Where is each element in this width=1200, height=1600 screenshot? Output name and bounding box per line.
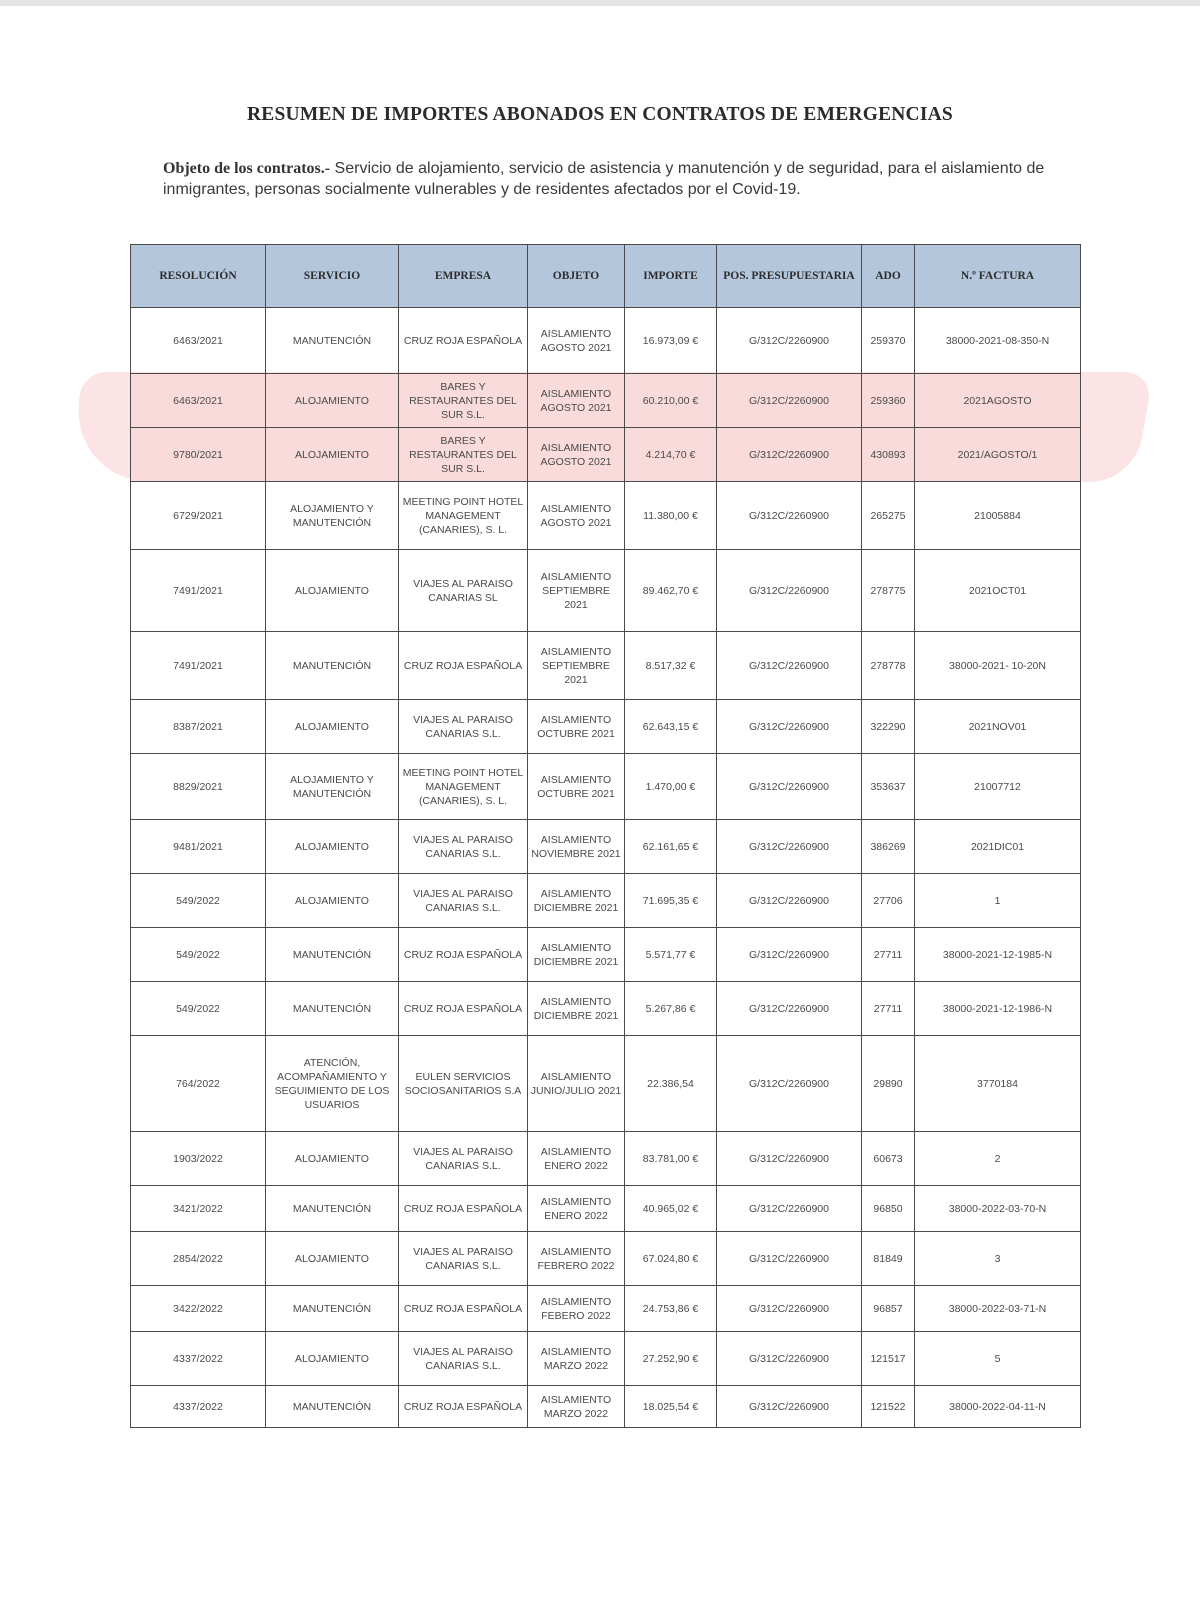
cell-objeto: AISLAMIENTO AGOSTO 2021 [528,482,625,550]
cell-resolucion: 7491/2021 [131,632,266,700]
table-row [131,482,1081,550]
cell-servicio: MANUTENCIÓN [266,928,399,982]
cell-resolucion: 2854/2022 [131,1232,266,1286]
header-pos-presupuestaria: POS. PRESUPUESTARIA [717,245,862,308]
cell-objeto: AISLAMIENTO DICIEMBRE 2021 [528,874,625,928]
cell-ado: 430893 [862,428,915,482]
cell-factura: 38000-2022-03-71-N [915,1286,1081,1332]
cell-factura: 38000-2021-12-1985-N [915,928,1081,982]
contracts-table [130,244,1081,1428]
table-body [131,308,1081,1428]
cell-empresa: CRUZ ROJA ESPAÑOLA [399,632,528,700]
cell-servicio: MANUTENCIÓN [266,982,399,1036]
cell-importe: 89.462,70 € [625,550,717,632]
table-row-highlighted [131,374,1081,428]
cell-pos-presupuestaria: G/312C/2260900 [717,1286,862,1332]
cell-empresa: CRUZ ROJA ESPAÑOLA [399,308,528,374]
cell-factura: 2021/AGOSTO/1 [915,428,1081,482]
cell-ado: 322290 [862,700,915,754]
header-ado: ADO [862,245,915,308]
cell-empresa: VIAJES AL PARAISO CANARIAS S.L. [399,1132,528,1186]
cell-resolucion: 4337/2022 [131,1332,266,1386]
cell-ado: 121522 [862,1386,915,1428]
cell-resolucion: 9481/2021 [131,820,266,874]
cell-pos-presupuestaria: G/312C/2260900 [717,982,862,1036]
cell-empresa: VIAJES AL PARAISO CANARIAS SL [399,550,528,632]
cell-servicio: ATENCIÓN, ACOMPAÑAMIENTO Y SEGUIMIENTO DE LOS USUARIOS [266,1036,399,1132]
cell-objeto: AISLAMIENTO SEPTIEMBRE 2021 [528,632,625,700]
cell-objeto: AISLAMIENTO DICIEMBRE 2021 [528,928,625,982]
cell-ado: 27711 [862,928,915,982]
cell-factura: 2021NOV01 [915,700,1081,754]
cell-pos-presupuestaria: G/312C/2260900 [717,820,862,874]
intro-text: Servicio de alojamiento, servicio de asistencia y manutención y de seguridad, para el aislamiento de inmigrantes, personas socialmente vulnerables y de residentes afectados por el Covid-19. [163,160,1045,198]
cell-objeto: AISLAMIENTO AGOSTO 2021 [528,308,625,374]
cell-servicio: MANUTENCIÓN [266,308,399,374]
cell-ado: 81849 [862,1232,915,1286]
cell-objeto: AISLAMIENTO OCTUBRE 2021 [528,754,625,820]
cell-resolucion: 549/2022 [131,982,266,1036]
cell-objeto: AISLAMIENTO ENERO 2022 [528,1132,625,1186]
header-factura: N.º FACTURA [915,245,1081,308]
cell-objeto: AISLAMIENTO AGOSTO 2021 [528,428,625,482]
cell-empresa: CRUZ ROJA ESPAÑOLA [399,1186,528,1232]
cell-factura: 2021AGOSTO [915,374,1081,428]
cell-ado: 27706 [862,874,915,928]
cell-empresa: VIAJES AL PARAISO CANARIAS S.L. [399,700,528,754]
cell-resolucion: 8829/2021 [131,754,266,820]
cell-resolucion: 6729/2021 [131,482,266,550]
cell-factura: 2 [915,1132,1081,1186]
cell-objeto: AISLAMIENTO MARZO 2022 [528,1332,625,1386]
cell-pos-presupuestaria: G/312C/2260900 [717,308,862,374]
cell-objeto: AISLAMIENTO OCTUBRE 2021 [528,700,625,754]
cell-objeto: AISLAMIENTO ENERO 2022 [528,1186,625,1232]
cell-importe: 40.965,02 € [625,1186,717,1232]
cell-importe: 8.517,32 € [625,632,717,700]
cell-importe: 11.380,00 € [625,482,717,550]
cell-ado: 259370 [862,308,915,374]
cell-pos-presupuestaria: G/312C/2260900 [717,482,862,550]
table-row [131,1186,1081,1232]
cell-ado: 259360 [862,374,915,428]
cell-resolucion: 549/2022 [131,874,266,928]
cell-servicio: ALOJAMIENTO [266,874,399,928]
cell-ado: 386269 [862,820,915,874]
cell-resolucion: 6463/2021 [131,308,266,374]
cell-servicio: ALOJAMIENTO Y MANUTENCIÓN [266,482,399,550]
table-header-row [131,245,1081,308]
cell-factura: 38000-2021-12-1986-N [915,982,1081,1036]
cell-servicio: MANUTENCIÓN [266,1186,399,1232]
header-importe: IMPORTE [625,245,717,308]
table-row-highlighted [131,428,1081,482]
cell-resolucion: 764/2022 [131,1036,266,1132]
cell-pos-presupuestaria: G/312C/2260900 [717,428,862,482]
cell-factura: 38000-2021- 10-20N [915,632,1081,700]
cell-importe: 22.386,54 [625,1036,717,1132]
cell-pos-presupuestaria: G/312C/2260900 [717,1186,862,1232]
cell-pos-presupuestaria: G/312C/2260900 [717,374,862,428]
top-edge-bar [0,0,1200,6]
cell-empresa: VIAJES AL PARAISO CANARIAS S.L. [399,1332,528,1386]
cell-importe: 5.267,86 € [625,982,717,1036]
cell-empresa: MEETING POINT HOTEL MANAGEMENT (CANARIES), S. L. [399,482,528,550]
cell-empresa: VIAJES AL PARAISO CANARIAS S.L. [399,1232,528,1286]
cell-servicio: ALOJAMIENTO [266,1132,399,1186]
cell-ado: 96850 [862,1186,915,1232]
table-row [131,1132,1081,1186]
table-row [131,700,1081,754]
cell-pos-presupuestaria: G/312C/2260900 [717,700,862,754]
cell-empresa: CRUZ ROJA ESPAÑOLA [399,928,528,982]
cell-pos-presupuestaria: G/312C/2260900 [717,632,862,700]
cell-resolucion: 1903/2022 [131,1132,266,1186]
cell-empresa: VIAJES AL PARAISO CANARIAS S.L. [399,874,528,928]
cell-objeto: AISLAMIENTO FEBERO 2022 [528,1286,625,1332]
cell-servicio: MANUTENCIÓN [266,1386,399,1428]
cell-servicio: ALOJAMIENTO [266,550,399,632]
cell-ado: 29890 [862,1036,915,1132]
table-row [131,820,1081,874]
cell-objeto: AISLAMIENTO DICIEMBRE 2021 [528,982,625,1036]
cell-objeto: AISLAMIENTO JUNIO/JULIO 2021 [528,1036,625,1132]
cell-objeto: AISLAMIENTO FEBRERO 2022 [528,1232,625,1286]
cell-pos-presupuestaria: G/312C/2260900 [717,874,862,928]
table-row [131,874,1081,928]
cell-importe: 62.161,65 € [625,820,717,874]
cell-factura: 38000-2022-03-70-N [915,1186,1081,1232]
cell-resolucion: 3421/2022 [131,1186,266,1232]
cell-empresa: MEETING POINT HOTEL MANAGEMENT (CANARIES), S. L. [399,754,528,820]
cell-resolucion: 4337/2022 [131,1386,266,1428]
cell-pos-presupuestaria: G/312C/2260900 [717,1332,862,1386]
cell-ado: 121517 [862,1332,915,1386]
cell-factura: 1 [915,874,1081,928]
cell-importe: 62.643,15 € [625,700,717,754]
cell-ado: 27711 [862,982,915,1036]
cell-ado: 96857 [862,1286,915,1332]
cell-empresa: CRUZ ROJA ESPAÑOLA [399,982,528,1036]
cell-servicio: ALOJAMIENTO [266,820,399,874]
cell-resolucion: 8387/2021 [131,700,266,754]
cell-pos-presupuestaria: G/312C/2260900 [717,1132,862,1186]
cell-ado: 60673 [862,1132,915,1186]
cell-servicio: ALOJAMIENTO [266,428,399,482]
cell-factura: 2021DIC01 [915,820,1081,874]
cell-empresa: CRUZ ROJA ESPAÑOLA [399,1286,528,1332]
cell-importe: 27.252,90 € [625,1332,717,1386]
cell-resolucion: 549/2022 [131,928,266,982]
cell-factura: 5 [915,1332,1081,1386]
cell-importe: 18.025,54 € [625,1386,717,1428]
cell-pos-presupuestaria: G/312C/2260900 [717,1386,862,1428]
intro-paragraph [163,158,1063,200]
cell-resolucion: 9780/2021 [131,428,266,482]
cell-importe: 83.781,00 € [625,1132,717,1186]
cell-factura: 21007712 [915,754,1081,820]
cell-pos-presupuestaria: G/312C/2260900 [717,928,862,982]
table-row [131,550,1081,632]
cell-objeto: AISLAMIENTO NOVIEMBRE 2021 [528,820,625,874]
header-empresa: EMPRESA [399,245,528,308]
cell-empresa: CRUZ ROJA ESPAÑOLA [399,1386,528,1428]
cell-importe: 1.470,00 € [625,754,717,820]
table-row [131,982,1081,1036]
document-title: RESUMEN DE IMPORTES ABONADOS EN CONTRATOS DE EMERGENCIAS [247,104,953,125]
cell-importe: 60.210,00 € [625,374,717,428]
cell-importe: 24.753,86 € [625,1286,717,1332]
cell-pos-presupuestaria: G/312C/2260900 [717,1036,862,1132]
cell-empresa: EULEN SERVICIOS SOCIOSANITARIOS S.A [399,1036,528,1132]
cell-ado: 353637 [862,754,915,820]
cell-objeto: AISLAMIENTO SEPTIEMBRE 2021 [528,550,625,632]
cell-objeto: AISLAMIENTO AGOSTO 2021 [528,374,625,428]
cell-servicio: ALOJAMIENTO Y MANUTENCIÓN [266,754,399,820]
cell-servicio: MANUTENCIÓN [266,1286,399,1332]
header-servicio: SERVICIO [266,245,399,308]
cell-resolucion: 3422/2022 [131,1286,266,1332]
table-row [131,1386,1081,1428]
table-row [131,632,1081,700]
header-resolucion: RESOLUCIÓN [131,245,266,308]
table-row [131,1232,1081,1286]
cell-servicio: ALOJAMIENTO [266,1232,399,1286]
header-objeto: OBJETO [528,245,625,308]
cell-importe: 4.214,70 € [625,428,717,482]
intro-label: Objeto de los contratos.- [163,160,331,177]
cell-pos-presupuestaria: G/312C/2260900 [717,550,862,632]
cell-empresa: BARES Y RESTAURANTES DEL SUR S.L. [399,374,528,428]
table-row [131,308,1081,374]
cell-ado: 278775 [862,550,915,632]
cell-importe: 5.571,77 € [625,928,717,982]
cell-resolucion: 6463/2021 [131,374,266,428]
cell-ado: 265275 [862,482,915,550]
cell-factura: 2021OCT01 [915,550,1081,632]
cell-servicio: MANUTENCIÓN [266,632,399,700]
cell-importe: 71.695,35 € [625,874,717,928]
cell-factura: 38000-2022-04-11-N [915,1386,1081,1428]
cell-objeto: AISLAMIENTO MARZO 2022 [528,1386,625,1428]
cell-servicio: ALOJAMIENTO [266,374,399,428]
cell-factura: 21005884 [915,482,1081,550]
cell-importe: 16.973,09 € [625,308,717,374]
table-row [131,1036,1081,1132]
cell-servicio: ALOJAMIENTO [266,700,399,754]
cell-importe: 67.024,80 € [625,1232,717,1286]
cell-pos-presupuestaria: G/312C/2260900 [717,754,862,820]
cell-resolucion: 7491/2021 [131,550,266,632]
cell-ado: 278778 [862,632,915,700]
table-row [131,754,1081,820]
cell-factura: 3770184 [915,1036,1081,1132]
cell-empresa: BARES Y RESTAURANTES DEL SUR S.L. [399,428,528,482]
cell-pos-presupuestaria: G/312C/2260900 [717,1232,862,1286]
table-row [131,1332,1081,1386]
cell-factura: 3 [915,1232,1081,1286]
cell-empresa: VIAJES AL PARAISO CANARIAS S.L. [399,820,528,874]
cell-servicio: ALOJAMIENTO [266,1332,399,1386]
table-row [131,1286,1081,1332]
cell-factura: 38000-2021-08-350-N [915,308,1081,374]
table-row [131,928,1081,982]
